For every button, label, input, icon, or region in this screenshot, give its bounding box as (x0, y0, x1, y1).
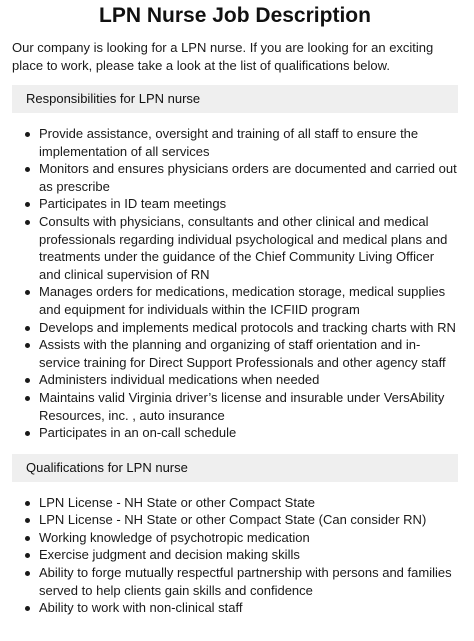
list-item-text: Manages orders for medications, medication storage, medical supplies and equipment for individuals within the ICFIID program (39, 284, 446, 317)
list-item (39, 546, 458, 564)
list-item-text: Develops and implements medical protocols and tracking charts with RN (39, 319, 456, 335)
list-item-text: Exercise judgment and decision making skills (39, 547, 300, 563)
bullet-icon (25, 167, 30, 172)
page-title: LPN Nurse Job Description (99, 4, 371, 27)
list-item-text: Consults with physicians, consultants and other clinical and medical professionals regarding individual psychological and medical plans and treatments under the guidance of the Chief Community Living Officer and clinical supervision of RN (39, 213, 448, 282)
bullet-icon (25, 501, 30, 506)
intro-paragraph: Our company is looking for a LPN nurse. If you are looking for an exciting place to work, please take a look at the list of qualifications below. (12, 40, 434, 73)
list-item (39, 283, 458, 318)
list-item-text: Participates in ID team meetings (39, 196, 227, 212)
bullet-icon (25, 132, 30, 137)
list-item-text: LPN License - NH State or other Compact State (39, 494, 316, 510)
list-item (39, 424, 458, 442)
bullet-icon (25, 518, 30, 523)
list-item (39, 319, 458, 337)
list-item (39, 529, 458, 547)
list-item-text: Assists with the planning and organizing of staff orientation and in-service training for Direct Support Professionals and other agency staff (39, 337, 446, 370)
list-item-text: Working knowledge of psychotropic medication (39, 529, 310, 545)
list-item (39, 389, 458, 424)
list-item (39, 213, 458, 283)
list-item (39, 494, 458, 512)
list-item-text: Participates in an on-call schedule (39, 425, 237, 441)
bullet-icon (25, 571, 30, 576)
list-item-text: Administers individual medications when needed (39, 372, 320, 388)
responsibilities-list (12, 113, 458, 442)
list-item-text: Ability to forge mutually respectful partnership with persons and families served to help clients gain skills and confidence (39, 565, 452, 598)
list-item (39, 160, 458, 195)
bullet-icon (25, 202, 30, 207)
list-item (39, 336, 458, 371)
list-item-text: Maintains valid Virginia driver’s license and insurable under VersAbility Resources, inc. , auto insurance (39, 389, 445, 423)
bullet-icon (25, 431, 30, 436)
bullet-icon (25, 606, 30, 611)
responsibilities-header: Responsibilities for LPN nurse (12, 85, 458, 113)
bullet-icon (25, 326, 30, 331)
list-item (39, 564, 458, 599)
bullet-icon (25, 396, 30, 401)
list-item (39, 195, 458, 213)
bullet-icon (25, 553, 30, 558)
list-item (39, 371, 458, 389)
list-item-text: Provide assistance, oversight and training of all staff to ensure the implementation of all services (39, 126, 419, 159)
bullet-icon (25, 378, 30, 383)
list-item-text: LPN License - NH State or other Compact State (Can consider RN) (39, 512, 427, 528)
bullet-icon (25, 220, 30, 225)
bullet-icon (25, 536, 30, 541)
list-item-text: Ability to work with non-clinical staff (39, 600, 243, 616)
list-item (39, 125, 458, 160)
list-item-text: Monitors and ensures physicians orders are documented and carried out as prescribe (39, 161, 457, 194)
qualifications-list (12, 482, 458, 617)
list-item (39, 599, 458, 617)
list-item (39, 511, 458, 529)
qualifications-header: Qualifications for LPN nurse (12, 454, 458, 482)
bullet-icon (25, 343, 30, 348)
bullet-icon (25, 290, 30, 295)
